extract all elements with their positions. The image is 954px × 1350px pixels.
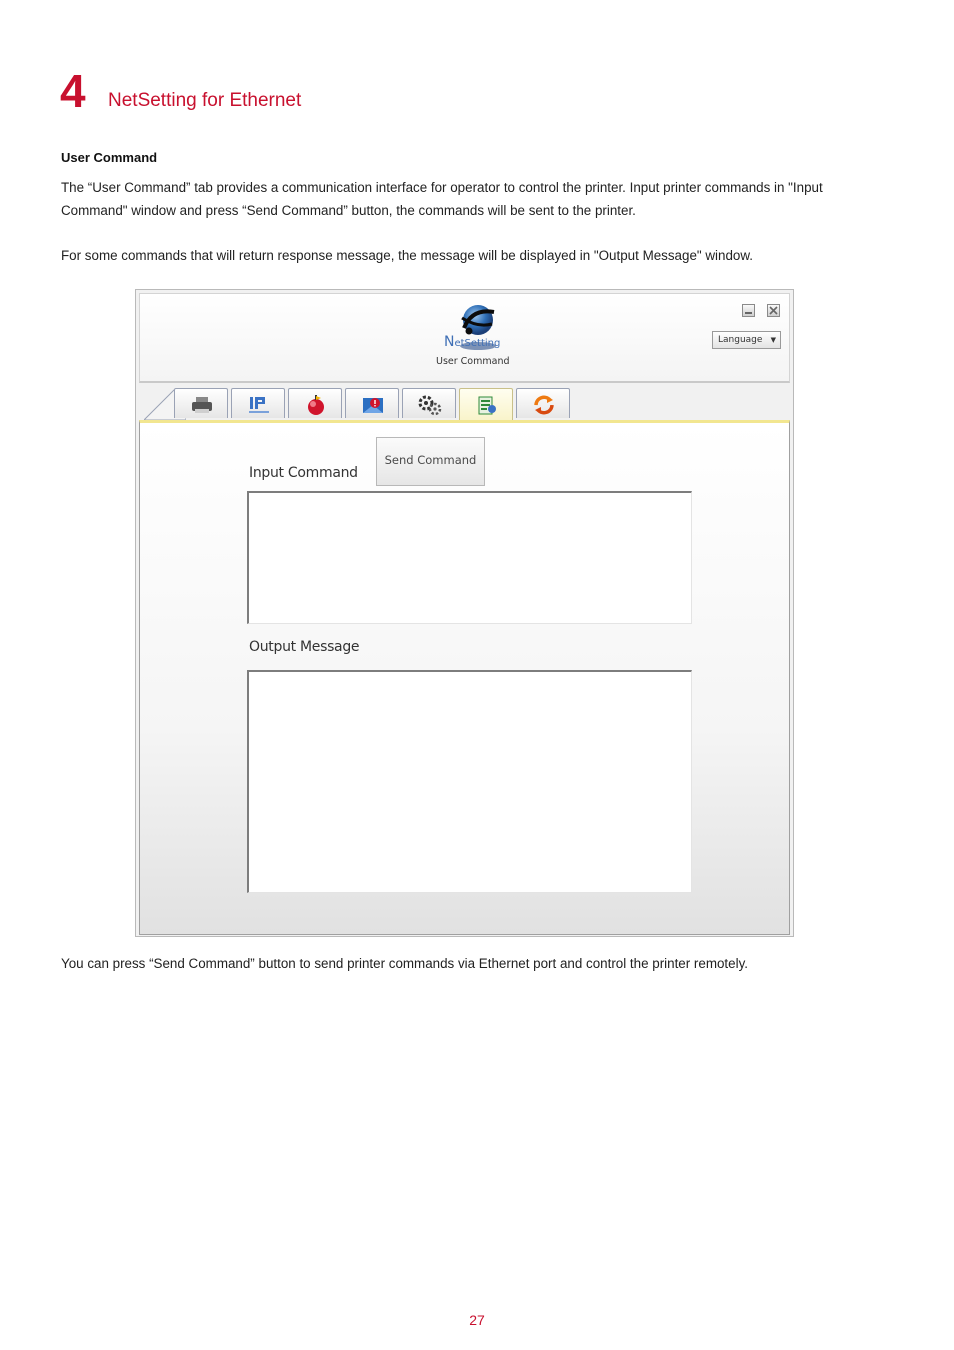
send-command-button[interactable]: Send Command — [376, 437, 485, 486]
output-paragraph: For some commands that will return response message, the message will be displayed in "Output Message" window. — [61, 248, 754, 263]
window-header — [139, 293, 790, 383]
intro-paragraph: The “User Command” tab provides a communication interface for operator to control the printer. Input printer commands in "Input Command" window and press “Send Command” button, the commands will be sent to the printer. — [61, 180, 823, 218]
refresh-icon — [532, 394, 556, 416]
closing-paragraph: You can press “Send Command” button to send printer commands via Ethernet port and control the printer remotely. — [61, 956, 749, 971]
netsetting-window — [135, 289, 794, 937]
chapter-number: 4 — [60, 65, 86, 117]
minimize-icon — [743, 305, 754, 316]
language-select[interactable] — [712, 331, 781, 349]
tab-user-command[interactable] — [459, 388, 513, 422]
chevron-down-icon: ▼ — [770, 336, 776, 344]
tab-alert[interactable] — [288, 388, 342, 418]
user-command-icon — [475, 394, 499, 416]
tab-ip-network[interactable] — [231, 388, 285, 418]
screen-title: User Command — [436, 356, 510, 367]
gears-icon — [418, 394, 442, 416]
minimize-button[interactable] — [742, 304, 755, 317]
logo-initial: N — [444, 334, 455, 350]
close-button[interactable] — [767, 304, 780, 317]
printer-icon — [190, 394, 214, 416]
tab-email[interactable] — [345, 388, 399, 418]
email-alert-icon — [361, 394, 385, 416]
user-command-panel — [139, 420, 790, 935]
section-heading: User Command — [61, 150, 158, 165]
language-select-value: Language — [718, 335, 763, 345]
tab-refresh[interactable] — [516, 388, 570, 418]
logo-word: etSetting — [454, 338, 501, 349]
ip-network-icon — [247, 394, 271, 416]
close-icon — [768, 305, 779, 316]
netsetting-logo-text — [444, 334, 500, 350]
page-number: 27 — [469, 1312, 485, 1328]
output-message-label: Output Message — [249, 639, 360, 655]
chapter-title: NetSetting for Ethernet — [108, 90, 302, 111]
input-command-label: Input Command — [249, 465, 358, 481]
alert-bell-icon — [304, 394, 328, 416]
output-message-textarea[interactable] — [247, 670, 692, 893]
tab-configuration[interactable] — [402, 388, 456, 418]
input-command-textarea[interactable] — [247, 491, 692, 624]
tab-printer[interactable] — [174, 388, 228, 418]
tab-strip — [139, 386, 790, 422]
